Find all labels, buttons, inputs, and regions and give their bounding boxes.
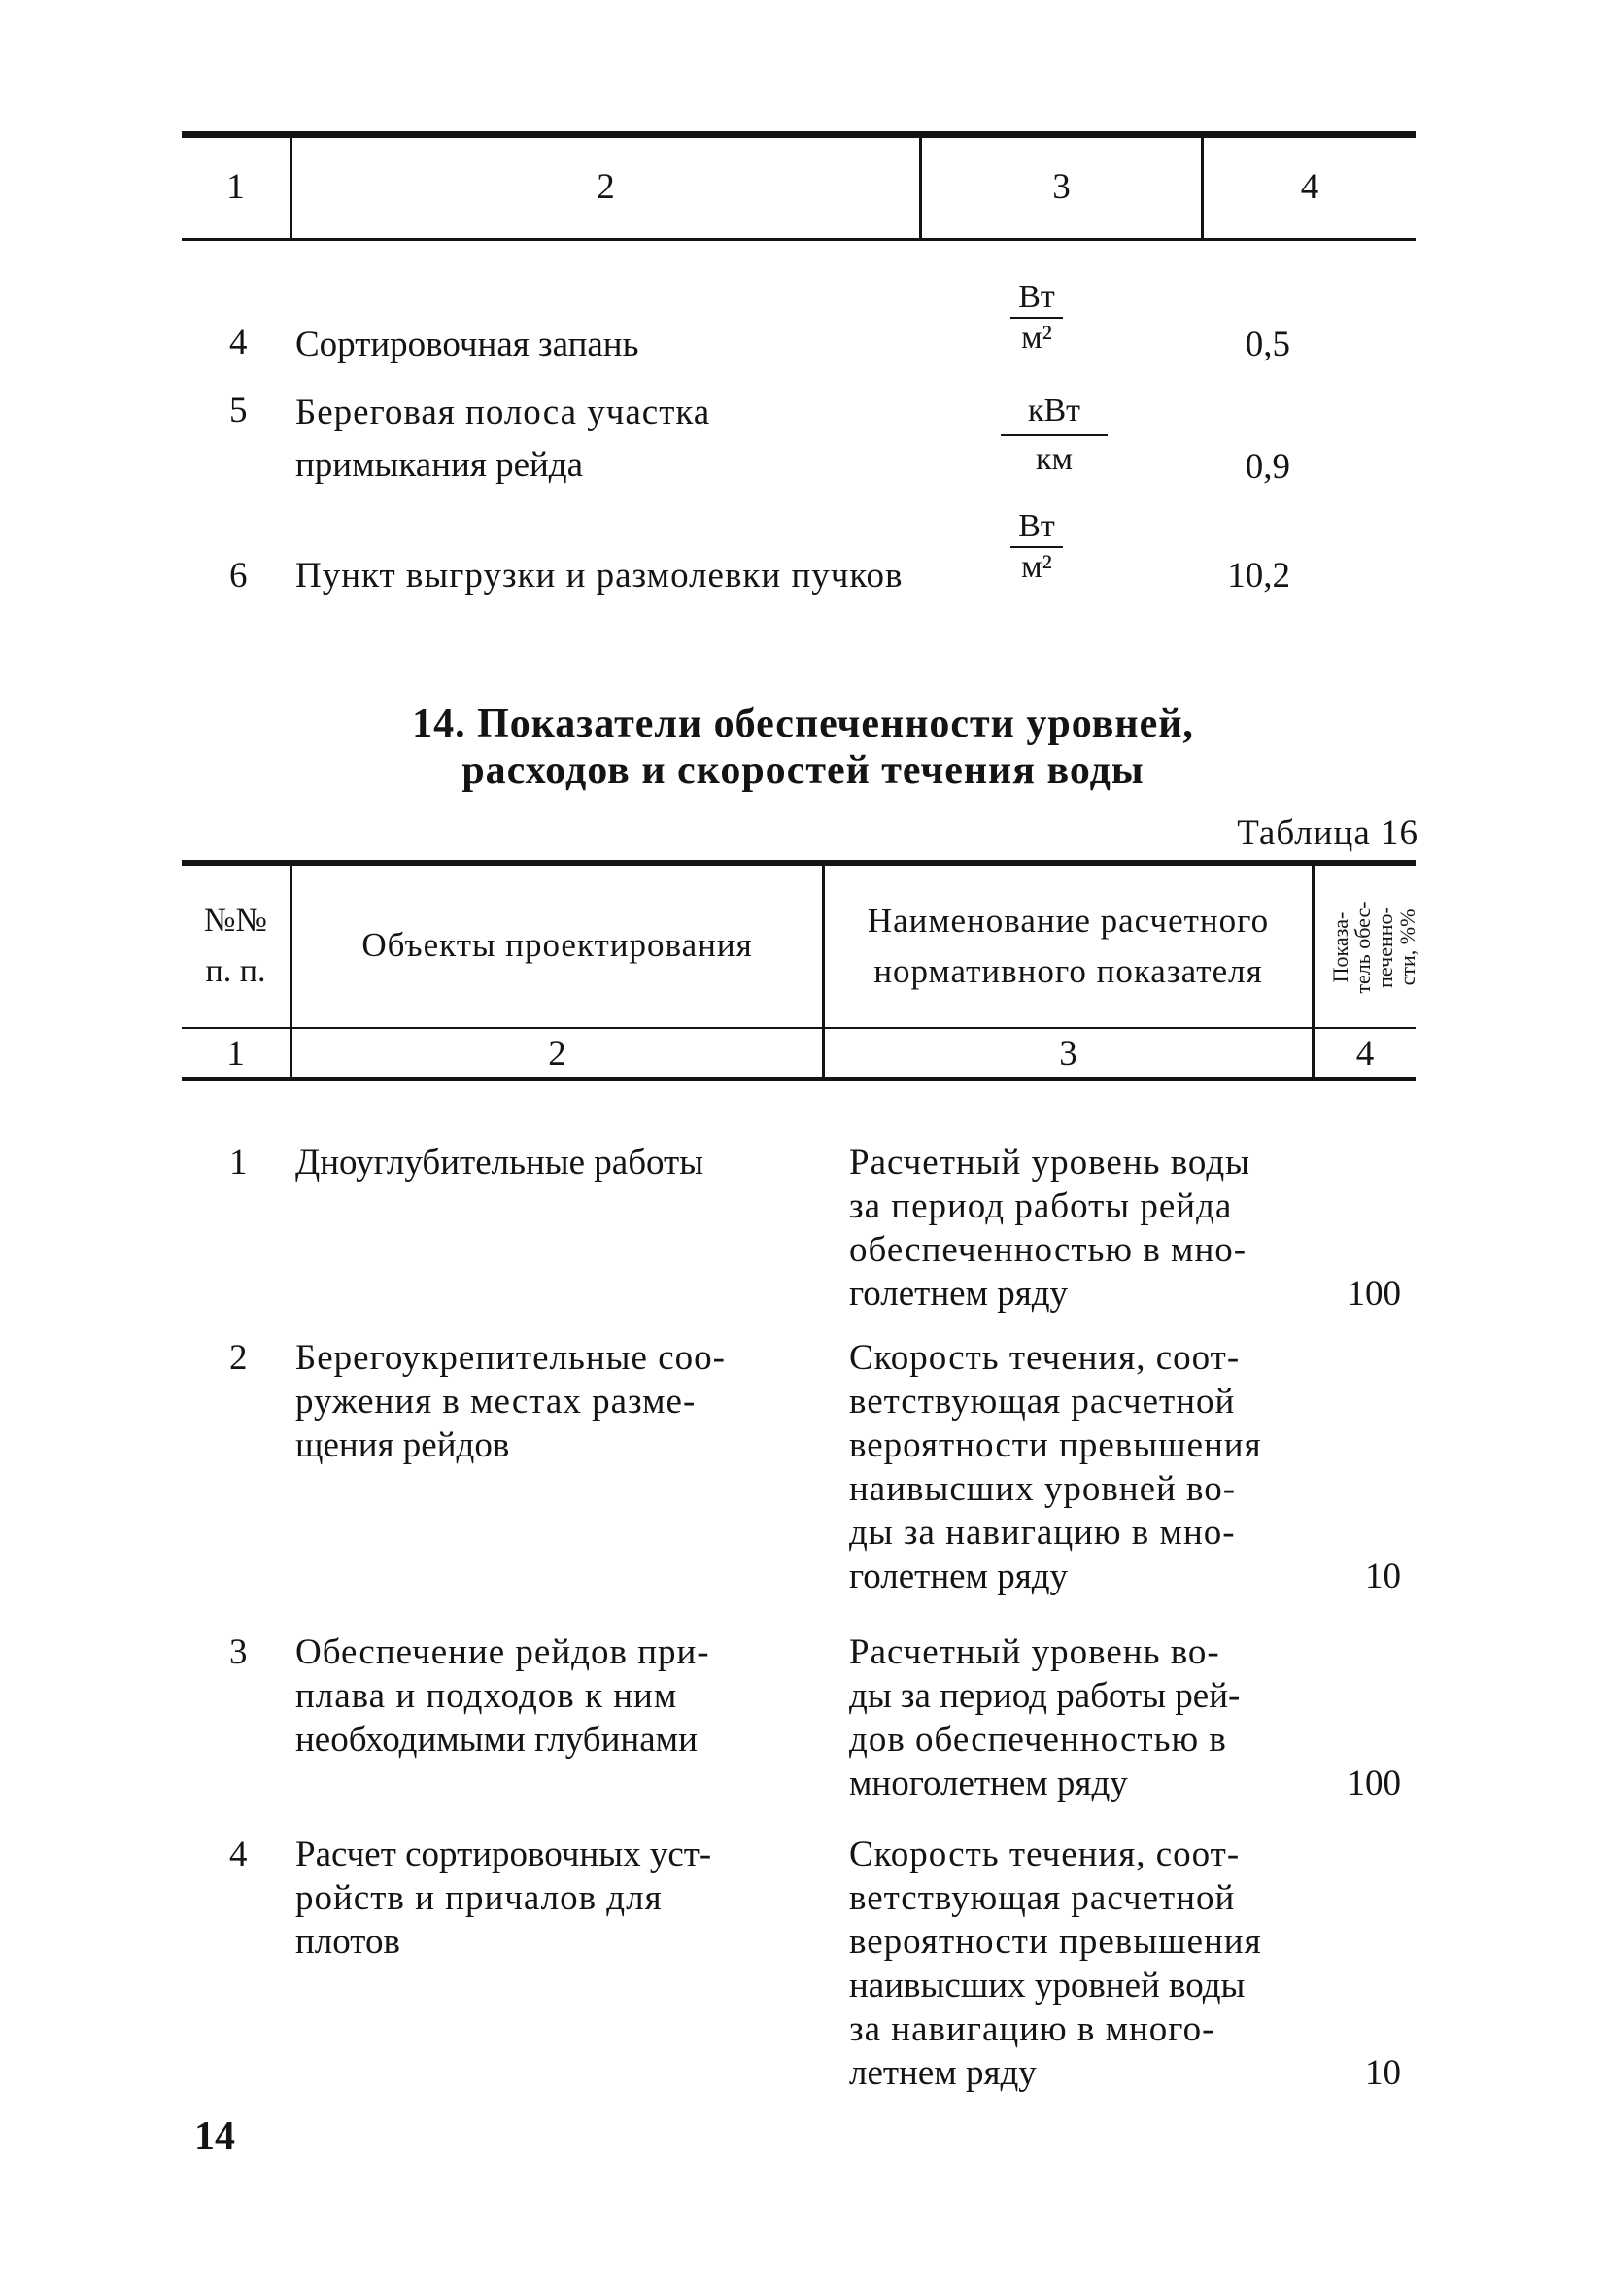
row-indicator: вероятности превышения [849, 1425, 1262, 1465]
top-header-col-1: 1 [226, 167, 245, 207]
row-value: 10 [1365, 1557, 1401, 1596]
row-object: плава и подходов к ним [295, 1676, 678, 1716]
unit-denominator: км [1035, 441, 1074, 477]
unit-denominator: м² [1021, 320, 1052, 356]
row-indicator: вероятности превышения [849, 1922, 1262, 1962]
row-value: 10 [1365, 2053, 1401, 2093]
col-4-header-line-1: Показа- [1328, 911, 1352, 983]
top-row-name: Сортировочная запань [295, 325, 639, 364]
top-row-name: примыкания рейда [295, 445, 584, 485]
row-indicator: Скорость течения, соот- [849, 1338, 1241, 1378]
row-indicator: Расчетный уровень во- [849, 1632, 1220, 1672]
table-label: Таблица 16 [1237, 813, 1418, 853]
main-table-header-bottom-rule [182, 1077, 1416, 1081]
top-header-col-4: 4 [1300, 167, 1319, 207]
row-number: 2 [229, 1338, 248, 1378]
top-row-number: 4 [229, 323, 248, 362]
top-row-unit [1001, 392, 1108, 479]
main-table-subheader-rule [182, 1027, 1416, 1029]
top-row-unit [983, 278, 1090, 358]
top-row-name: Береговая полоса участка [295, 393, 711, 432]
col-3-header-line-1: Наименование расчетного [867, 902, 1270, 940]
col-number-2: 2 [548, 1034, 566, 1074]
page-number: 14 [194, 2114, 235, 2159]
row-indicator: за период работы рейда [849, 1186, 1233, 1226]
col-number-3: 3 [1059, 1034, 1077, 1074]
col-1-header-line-2: п. п. [205, 953, 266, 989]
row-indicator: наивысших уровней во- [849, 1469, 1237, 1509]
col-1-header-line-1: №№ [204, 903, 267, 939]
top-row-number: 6 [229, 556, 248, 596]
col-4-header-line-4: сти, %% [1395, 908, 1419, 986]
row-indicator: голетнем ряду [849, 1557, 1069, 1596]
row-object: Обеспечение рейдов при- [295, 1632, 710, 1672]
col-number-4: 4 [1355, 1034, 1375, 1074]
row-object: ройств и причалов для [295, 1878, 663, 1918]
row-indicator: Скорость течения, соот- [849, 1834, 1241, 1874]
top-row-value: 10,2 [1227, 556, 1290, 596]
row-indicator: ветствующая расчетной [849, 1382, 1236, 1422]
top-table-header-rule [182, 238, 1416, 241]
unit-numerator: Вт [1018, 279, 1055, 315]
unit-numerator: Вт [1018, 508, 1055, 544]
row-indicator: за навигацию в много- [849, 2009, 1215, 2049]
row-indicator: обеспеченностью в мно- [849, 1230, 1247, 1270]
top-header-col-2: 2 [597, 167, 615, 207]
row-object: плотов [295, 1922, 400, 1962]
top-row-unit [983, 507, 1090, 587]
col-4-header-line-2: тель обес- [1350, 901, 1375, 994]
col-2-header: Объекты проектирования [361, 926, 753, 964]
top-table-top-rule [182, 131, 1416, 138]
col-4-header-line-3: печенно- [1373, 907, 1397, 988]
row-object: ружения в местах разме- [295, 1382, 697, 1422]
main-table-top-rule [182, 860, 1416, 866]
row-indicator: Расчетный уровень воды [849, 1143, 1251, 1182]
row-value: 100 [1347, 1764, 1401, 1803]
row-object: щения рейдов [295, 1425, 510, 1465]
col-3-header-line-2: нормативного показателя [873, 952, 1263, 990]
top-header-col-3: 3 [1052, 167, 1071, 207]
row-number: 4 [229, 1834, 248, 1874]
unit-denominator: м² [1021, 549, 1052, 585]
top-row-value: 0,5 [1245, 325, 1290, 364]
row-object: необходимыми глубинами [295, 1720, 698, 1760]
row-object: Дноуглубительные работы [295, 1143, 704, 1182]
section-title-line-1: 14. Показатели обеспеченности уровней, [412, 702, 1194, 746]
row-indicator: ветствующая расчетной [849, 1878, 1236, 1918]
row-number: 1 [229, 1143, 248, 1182]
row-indicator: голетнем ряду [849, 1274, 1069, 1314]
row-indicator: дов обеспеченностью в [849, 1720, 1227, 1760]
col-4-header [1315, 870, 1419, 1025]
unit-numerator: кВт [1027, 393, 1081, 428]
top-row-value: 0,9 [1245, 447, 1290, 487]
row-indicator: многолетнем ряду [849, 1764, 1128, 1803]
section-title-line-2: расходов и скоростей течения воды [461, 748, 1145, 793]
row-indicator: летнем ряду [849, 2053, 1037, 2093]
row-object: Берегоукрепительные соо- [295, 1338, 726, 1378]
row-indicator: ды за период работы рей- [849, 1676, 1241, 1716]
row-indicator: ды за навигацию в мно- [849, 1513, 1236, 1553]
top-row-name: Пункт выгрузки и размолевки пучков [295, 556, 904, 596]
row-value: 100 [1347, 1274, 1401, 1314]
row-indicator: наивысших уровней воды [849, 1966, 1246, 2005]
col-number-1: 1 [226, 1034, 245, 1074]
top-row-number: 5 [229, 391, 248, 430]
row-number: 3 [229, 1632, 248, 1672]
row-object: Расчет сортировочных уст- [295, 1834, 712, 1874]
